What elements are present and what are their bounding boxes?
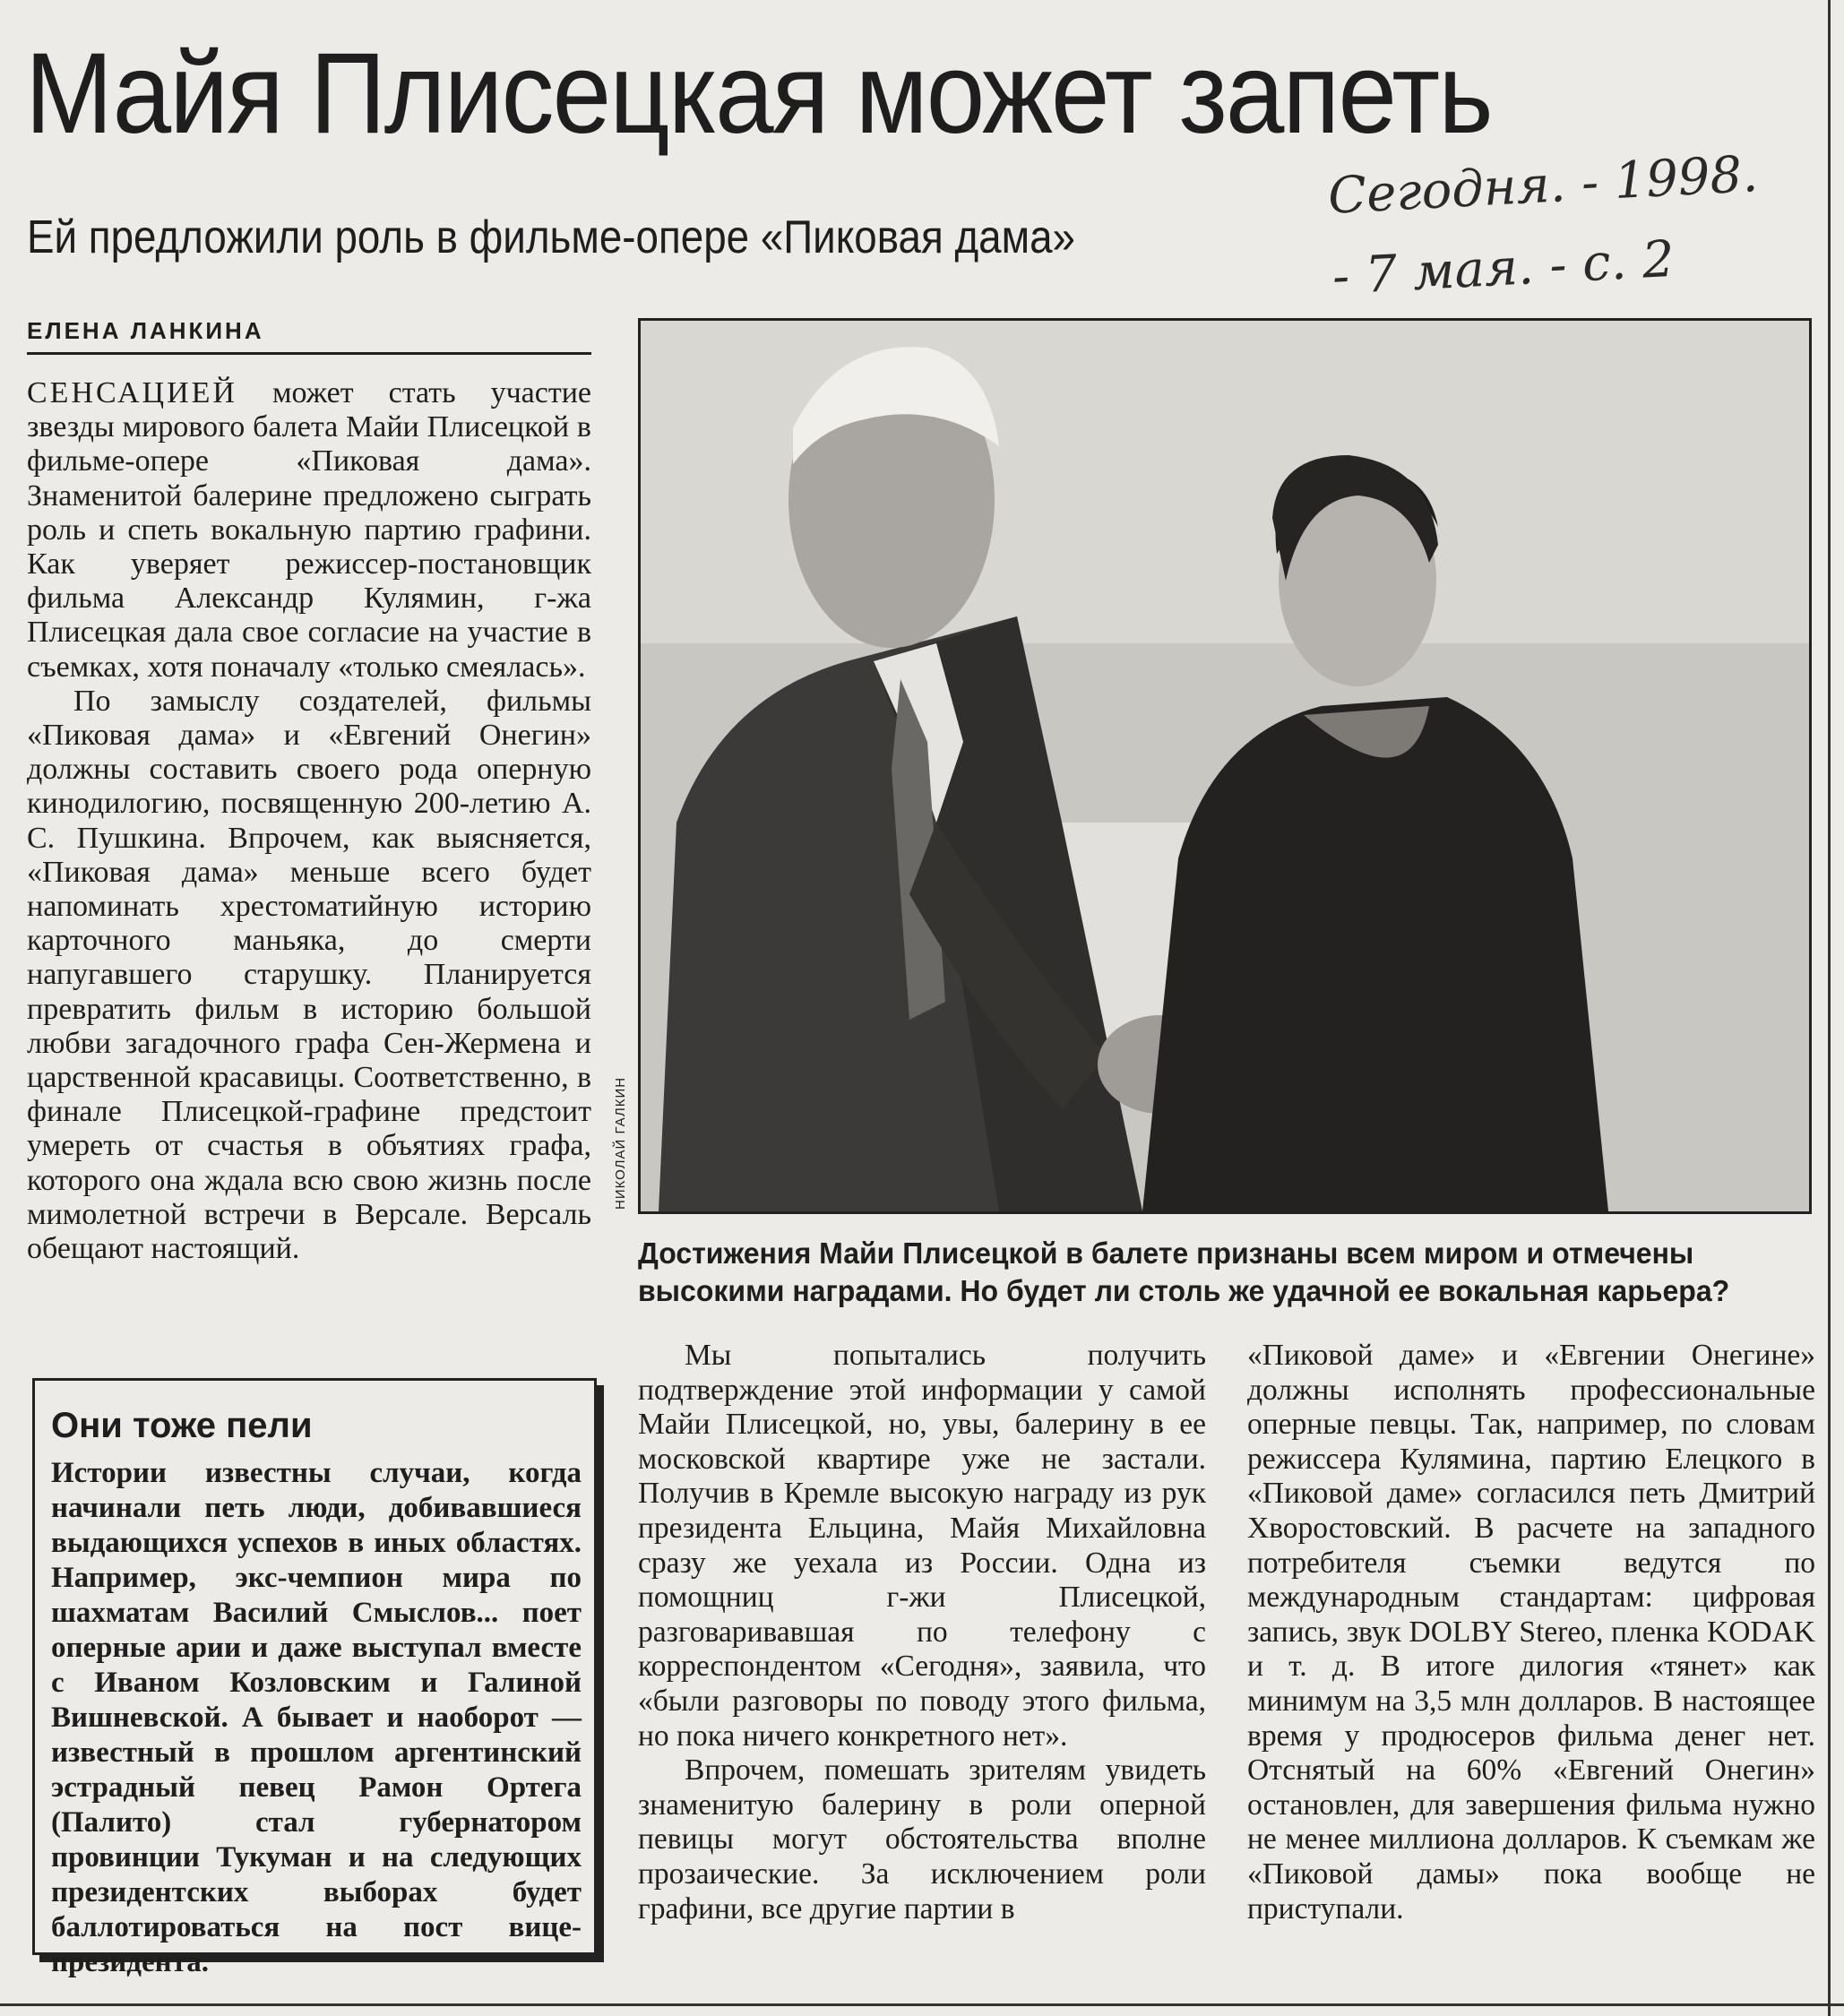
headline: Майя Плисецкая может запеть [25, 30, 1492, 158]
page-bottom-rule [0, 2003, 1844, 2006]
photo-illustration [641, 321, 1809, 1211]
handwritten-note-line1: Сегодня. - 1998. [1326, 144, 1760, 226]
sidebar-text: Истории известны случаи, когда начинали петь люди, добивавшиеся выдающихся успехов в иных областях. Например, экс-чемпион мира по шахматам Василий Смыслов... поет оперные арии и даже выступал вместе с Иваном Козловским и Галиной Вишневской. А бывает и наоборот — известный в прошлом аргентинский эстрадный певец Рамон Ортега (Палито) стал губернатором провинции Тукуман и на следующих президентских выборах будет баллотироваться на пост вице-президента. [51, 1457, 582, 1978]
subheadline: Ей предложили роль в фильме-опере «Пиковая дама» [27, 211, 1075, 263]
byline: ЕЛЕНА ЛАНКИНА [27, 317, 591, 355]
paragraph: Мы попытались получить подтверждение этой информации у самой Майи Плисецкой, но, увы, балерину в ее московской квартире уже не застали. Получив в Кремле высокую награду из рук президента Ельцина, Майя Михайловна сразу же уехала из России. Одна из помощниц г-жи Плисецкой, разговаривавшая по телефону с корреспондентом «Сегодня», заявила, что «были разговоры по поводу этого фильма, но пока ничего конкретного нет». [638, 1339, 1206, 1753]
handwritten-note [1326, 131, 1836, 318]
paragraph: Впрочем, помешать зрителям увидеть знаменитую балерину в роли оперной певицы могут обстоятельства вполне прозаические. За исключением роли графини, все другие партии в [638, 1753, 1206, 1926]
paragraph: «Пиковой даме» и «Евгении Онегине» должны исполнять профессиональные оперные певцы. Так, например, по словам режиссера Кулямина, партию Елецкого в «Пиковой даме» согласился петь Дмитрий Хворостовский. В расчете на западного потребителя съемки ведутся по международным стандартам: цифровая запись, звук DOLBY Stereo, пленка KODAK и т. д. В итоге дилогия «тянет» как минимум на 3,5 млн долларов. В настоящее время у продюсеров фильма денег нет. Отснятый на 60% «Евгений Онегин» остановлен, для завершения фильма нужно не менее миллиона долларов. К съемкам же «Пиковой дамы» пока вообще не приступали. [1247, 1339, 1815, 1926]
photo [638, 318, 1812, 1214]
paragraph-text: может стать участие звезды мирового балета Майи Плисецкой в фильме-опере «Пиковая дама». Знаменитой балерине предложено сыграть роль и спеть вокальную партию графини. Как уверяет режиссер-постановщик фильма Александр Кулямин, г-жа Плисецкая дала свое согласие на участие в съемках, хотя поначалу «только смеялась». [27, 376, 591, 684]
article-column-2 [638, 1339, 1206, 1926]
lead-word: СЕНСАЦИЕЙ [27, 376, 237, 409]
photo-credit: НИКОЛАЙ ГАЛКИН [613, 1076, 628, 1210]
page-right-edge [1828, 0, 1831, 2016]
handwritten-note-line2: - 7 мая. - с. 2 [1331, 229, 1676, 306]
sidebar-title: Они тоже пели [51, 1406, 313, 1445]
article-column-3 [1247, 1339, 1815, 1926]
photo-caption: Достижения Майи Плисецкой в балете признаны всем миром и отмечены высокими наградами. Но будет ли столь же удачной ее вокальная карьера? [638, 1236, 1730, 1307]
paragraph [27, 376, 591, 685]
paragraph: По замыслу создателей, фильмы «Пиковая дама» и «Евгений Онегин» должны составить своего рода оперную кинодилогию, посвященную 200-летию А. С. Пушкина. Впрочем, как выясняется, «Пиковая дама» меньше всего будет напоминать хрестоматийную историю карточного маньяка, до смерти напугавшего старушку. Планируется превратить фильм в историю большой любви загадочного графа Сен-Жермена и царственной красавицы. Соответственно, в финале Плисецкой-графине предстоит умереть от счастья в объятиях графа, которого она ждала всю свою жизнь после мимолетной встречи в Версале. Версаль обещают настоящий. [27, 684, 591, 1266]
article-column-1 [27, 376, 591, 1266]
sidebar-box [32, 1378, 597, 1978]
